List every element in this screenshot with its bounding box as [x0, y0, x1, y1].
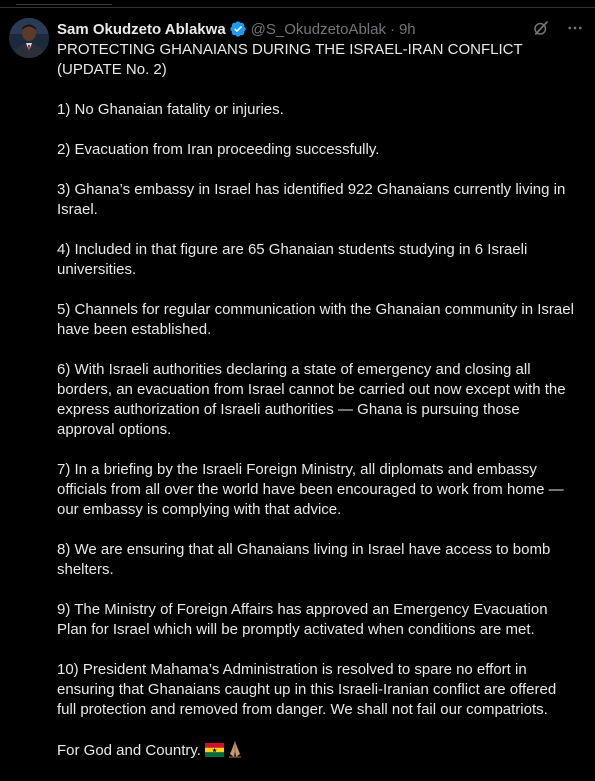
- tweet-point-3: 3) Ghana’s embassy in Israel has identified 922 Ghanaians currently living in Israel.: [57, 181, 570, 218]
- ghana-flag-icon: [205, 743, 224, 757]
- folded-hands-icon: [226, 740, 244, 758]
- tweet-closing-line: [57, 740, 577, 761]
- tweet-point-5: 5) Channels for regular communication with the Ghanaian community in Israel have been established.: [57, 301, 579, 338]
- tweet-text: [57, 40, 577, 781]
- tweet-headline: PROTECTING GHANAIANS DURING THE ISRAEL-IRAN CONFLICT (UPDATE No. 2): [57, 41, 527, 78]
- tweet-point-10: 10) President Mahama’s Administration is resolved to spare no effort in ensuring that Ghanaians caught up in this Israeli-Iranian conflict are offered full protection and removed from danger. We shall not fail our compatriots.: [57, 661, 561, 718]
- tweet-point-9: 9) The Ministry of Foreign Affairs has approved an Emergency Evacuation Plan for Israel which will be promptly activated when conditions are met.: [57, 601, 552, 638]
- tweet-point-1: 1) No Ghanaian fatality or injuries.: [57, 101, 284, 118]
- tweet-point-8: 8) We are ensuring that all Ghanaians living in Israel have access to bomb shelters.: [57, 541, 555, 578]
- avatar-image: [9, 18, 49, 58]
- previous-post-stub: [16, 0, 112, 5]
- tweet-header: [57, 18, 585, 40]
- tweet-point-6: 6) With Israeli authorities declaring a state of emergency and closing all borders, an evacuation from Israel cannot be carried out now except with the express authorization of Israeli authorities — Ghana is pursuing those approval options.: [57, 361, 570, 438]
- author-avatar[interactable]: [9, 18, 49, 58]
- top-divider: [0, 0, 595, 8]
- grok-icon[interactable]: [531, 18, 551, 38]
- verified-badge-icon: [229, 20, 247, 38]
- header-actions: [531, 18, 585, 38]
- tweet-closing: For God and Country.: [57, 742, 201, 759]
- tweet-point-7: 7) In a briefing by the Israeli Foreign Ministry, all diplomats and embassy officials from all over the world have been encouraged to work from home — our embassy is complying with that advice.: [57, 461, 568, 518]
- more-options-icon[interactable]: [565, 18, 585, 38]
- author-name[interactable]: Sam Okudzeto Ablakwa: [57, 20, 226, 38]
- author-handle[interactable]: @S_OkudzetoAblak: [250, 20, 386, 38]
- tweet-point-2: 2) Evacuation from Iran proceeding successfully.: [57, 141, 380, 158]
- post-time[interactable]: 9h: [398, 20, 416, 38]
- header-separator: ·: [389, 20, 395, 38]
- tweet-point-4: 4) Included in that figure are 65 Ghanaian students studying in 6 Israeli universities.: [57, 241, 532, 278]
